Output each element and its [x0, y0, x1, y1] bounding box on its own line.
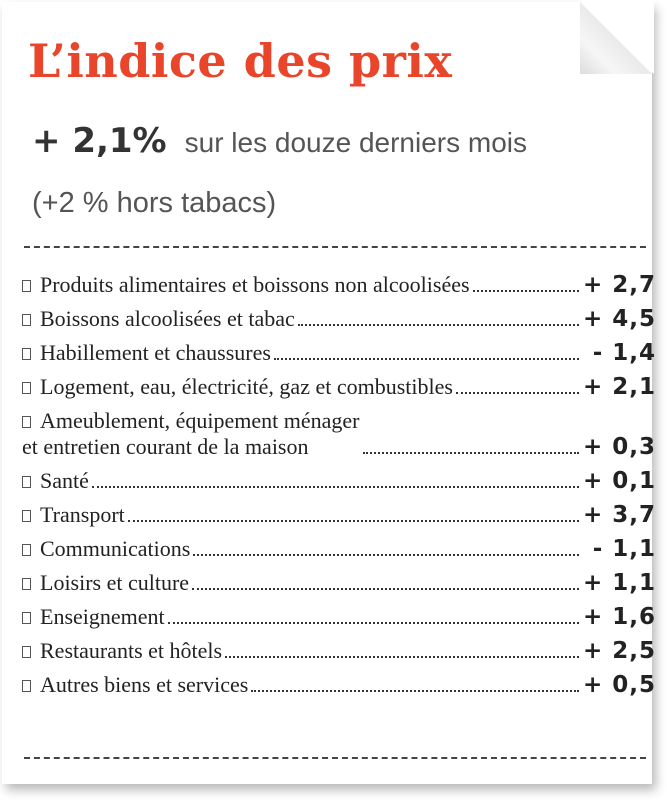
item-label: Autres biens et services: [40, 672, 249, 697]
list-item: [20, 408, 656, 460]
bullet-icon: [22, 544, 31, 556]
list-item: [20, 570, 656, 596]
leader-dots: [168, 622, 579, 624]
list-item: [20, 502, 656, 528]
list-item: [20, 340, 656, 366]
leader-dots: [274, 358, 579, 360]
item-label: Loisirs et culture: [40, 570, 190, 595]
item-label-line-2: et entretien courant de la maison: [22, 434, 309, 459]
list-item: [20, 536, 656, 562]
item-value: - 1,1: [592, 536, 656, 562]
item-value: + 1,1: [582, 570, 656, 596]
bullet-icon: [22, 280, 31, 292]
item-label: Santé: [40, 468, 89, 493]
bullet-icon: [22, 646, 31, 658]
item-label: [22, 408, 360, 460]
bullet-icon: [22, 476, 31, 488]
item-value: + 3,7: [582, 502, 656, 528]
dashed-divider-top: [24, 246, 646, 248]
headline-value: + 2,1%: [32, 121, 167, 161]
item-label: Transport: [40, 502, 125, 527]
item-value: + 0,5: [582, 672, 656, 698]
item-label: Enseignement: [40, 604, 165, 629]
item-value: + 1,6: [582, 604, 656, 630]
bullet-icon: [22, 510, 31, 522]
bullet-icon: [22, 416, 31, 428]
list-item: [20, 306, 656, 332]
list-item: [20, 638, 656, 664]
leader-dots: [225, 656, 579, 658]
item-value: + 2,1: [582, 374, 656, 400]
item-value: + 0,1: [582, 468, 656, 494]
bullet-icon: [22, 382, 31, 394]
item-label: Produits alimentaires et boissons non alcoolisées: [40, 272, 470, 297]
headline: [32, 121, 527, 161]
leader-dots: [192, 588, 579, 590]
item-value: + 2,7: [582, 272, 656, 298]
subline: (+2 % hors tabacs): [32, 187, 277, 219]
bullet-icon: [22, 314, 31, 326]
bullet-icon: [22, 348, 31, 360]
item-label: Restaurants et hôtels: [40, 638, 223, 663]
page-title: L’indice des prix: [28, 34, 453, 88]
item-label: Logement, eau, électricité, gaz et combustibles: [40, 374, 453, 399]
price-index-card: [2, 2, 656, 784]
list-item: [20, 672, 656, 698]
leader-dots: [456, 392, 579, 394]
dashed-divider-bottom: [24, 757, 646, 759]
bullet-icon: [22, 578, 31, 590]
item-value: + 2,5: [582, 638, 656, 664]
item-value: + 0,3: [582, 434, 656, 460]
leader-dots: [92, 486, 579, 488]
bullet-icon: [22, 680, 31, 692]
category-list: [20, 272, 656, 706]
item-label-line-1: Ameublement, équipement ménager: [40, 408, 360, 433]
leader-dots: [473, 290, 579, 292]
list-item: [20, 468, 656, 494]
leader-dots: [193, 554, 579, 556]
item-label: Boissons alcoolisées et tabac: [40, 306, 295, 331]
leader-dots: [298, 324, 579, 326]
leader-dots: [363, 452, 580, 454]
leader-dots: [251, 690, 579, 692]
item-label: Communications: [40, 536, 191, 561]
item-label: Habillement et chaussures: [40, 340, 271, 365]
leader-dots: [128, 520, 579, 522]
bullet-icon: [22, 612, 31, 624]
item-value: + 4,5: [582, 306, 656, 332]
headline-text: sur les douze derniers mois: [184, 127, 527, 158]
list-item: [20, 272, 656, 298]
list-item: [20, 604, 656, 630]
item-value: - 1,4: [592, 340, 656, 366]
list-item: [20, 374, 656, 400]
